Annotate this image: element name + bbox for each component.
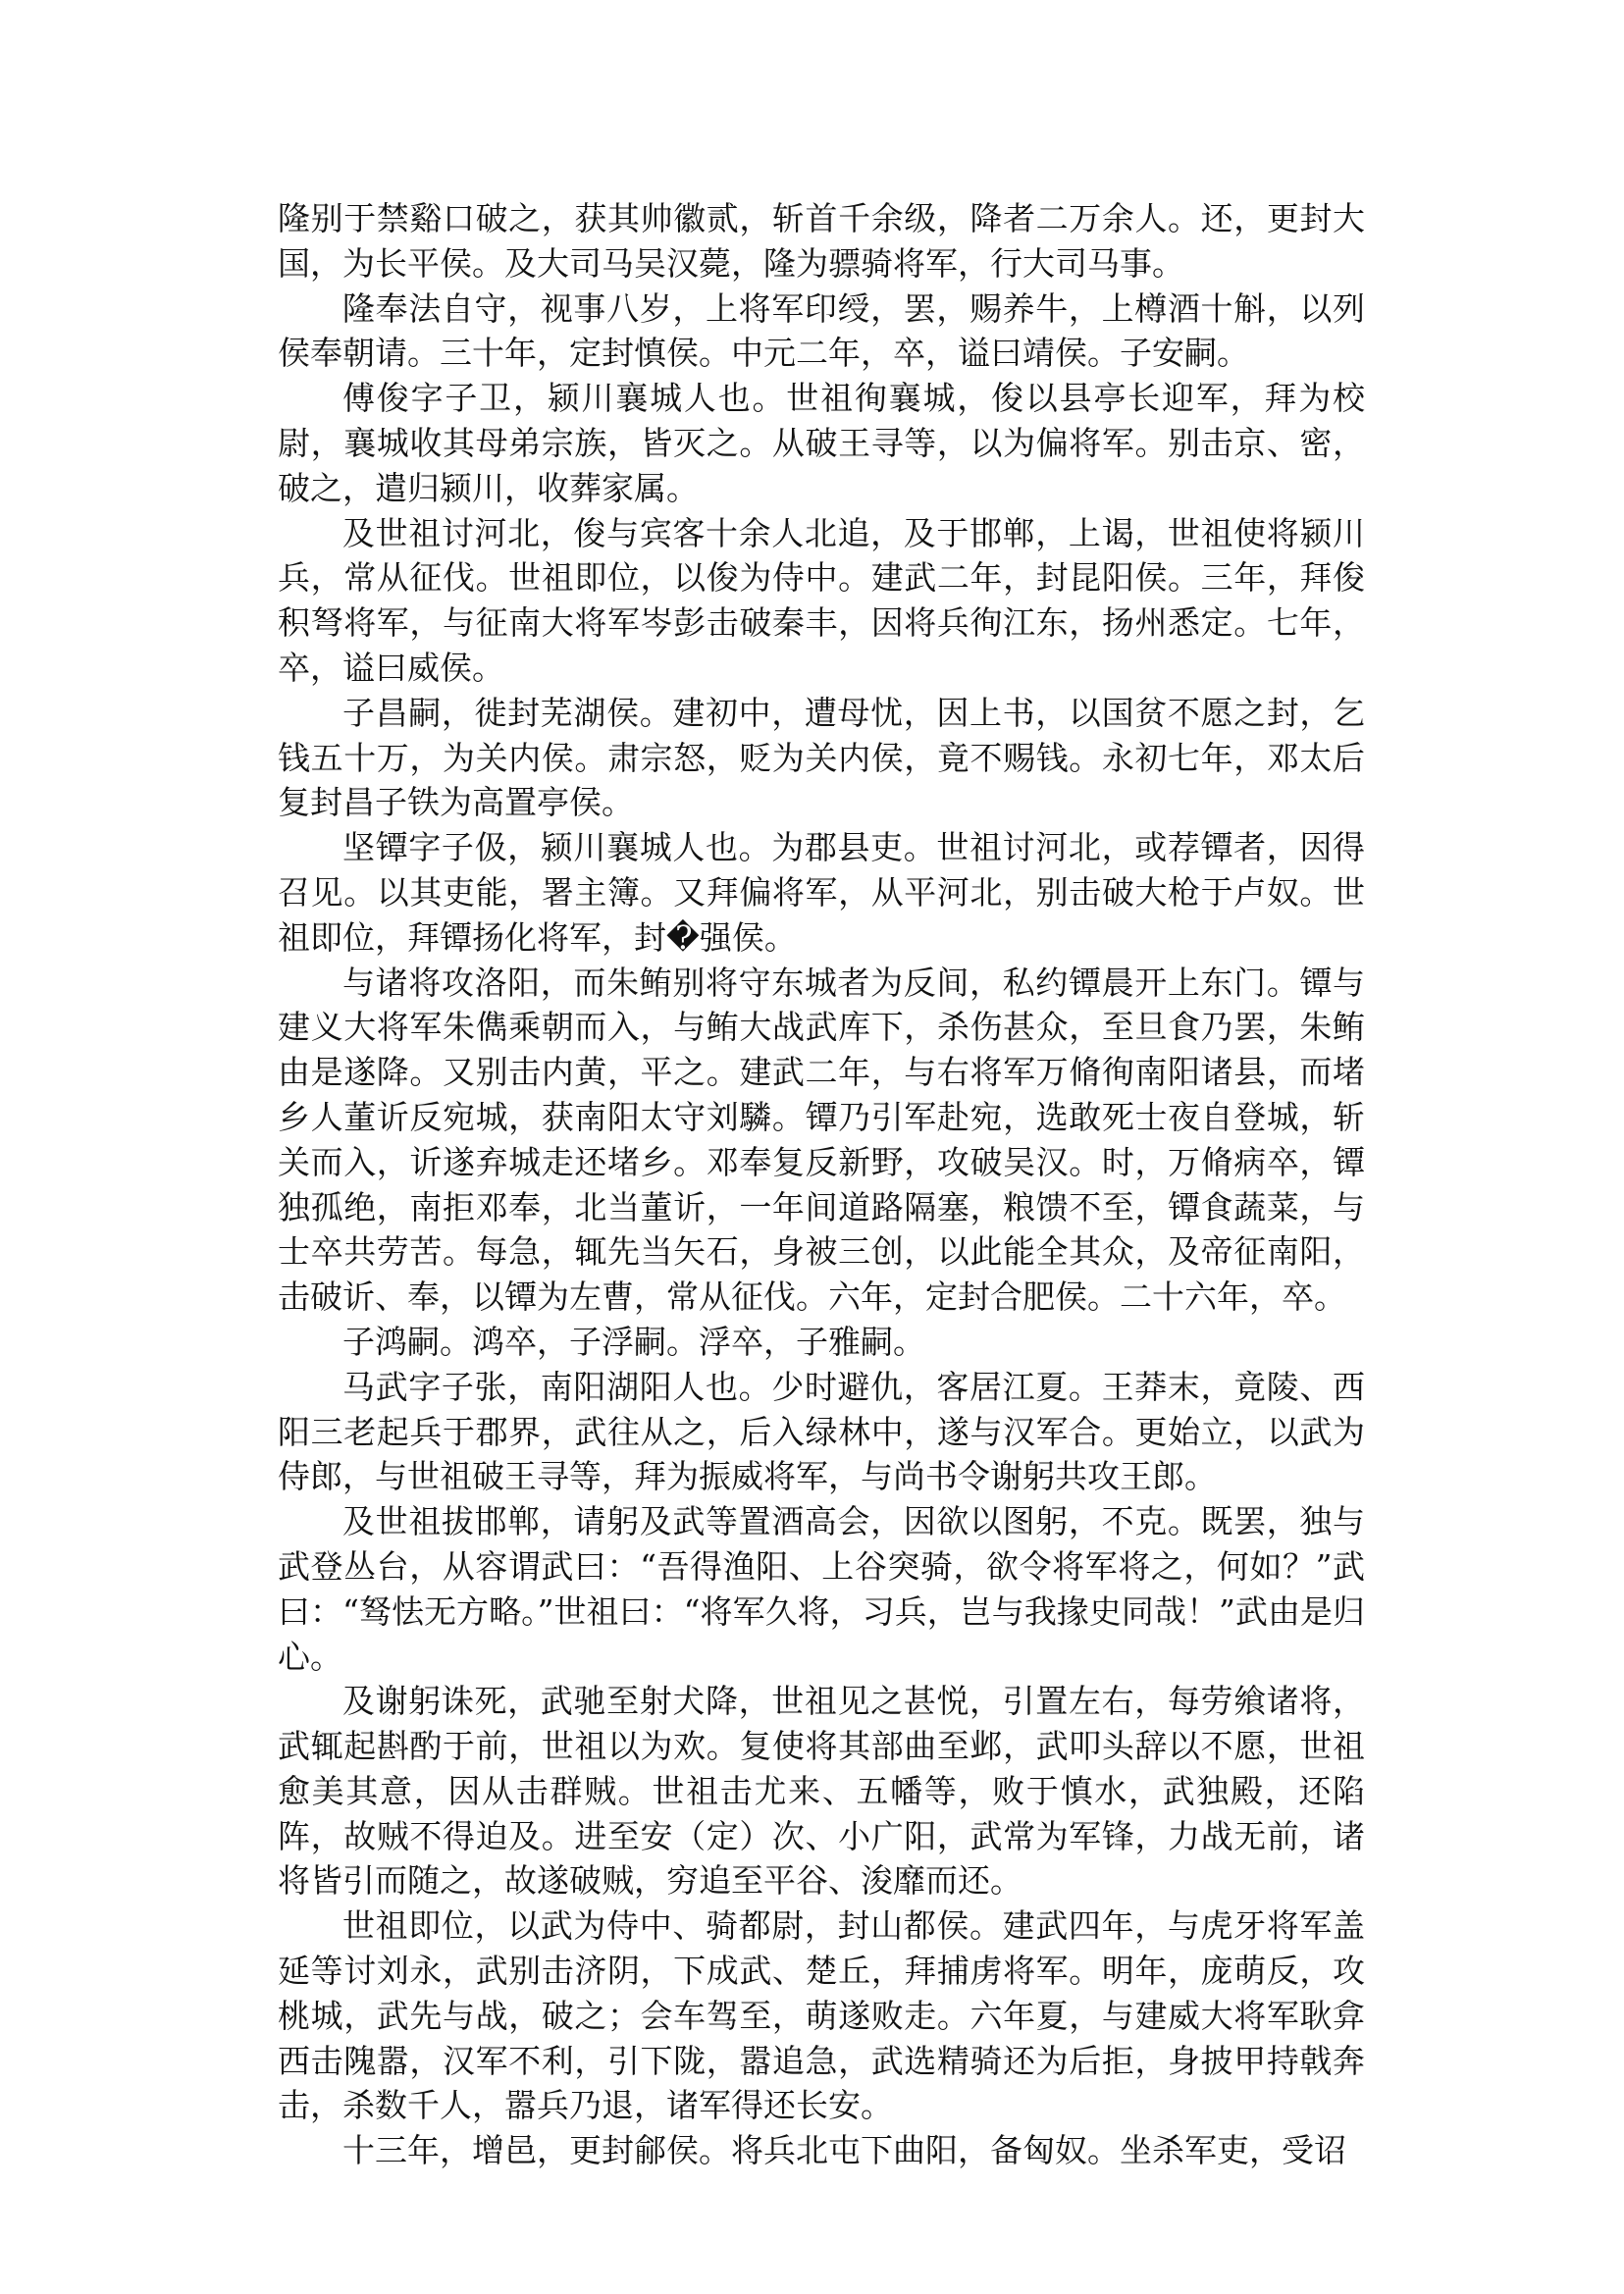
paragraph: 十三年，增邑，更封鄃侯。将兵北屯下曲阳，备匈奴。坐杀军吏，受诏 [342,2131,1346,2170]
body-text [278,196,1365,2173]
paragraph: 隆奉法自守，视事八岁，上将军印绶，罢，赐养牛，上樽酒十斛，以列侯奉朝请。三十年，定封慎侯。中元二年，卒，谥曰靖侯。子安嗣。 [278,288,1365,373]
paragraph: 及世祖讨河北，俊与宾客十余人北追，及于邯郸，上谒，世祖使将颍川兵，常从征伐。世祖即位，以俊为侍中。建武二年，封昆阳侯。三年，拜俊积弩将军，与征南大将军岑彭击破秦丰，因将兵徇江东，扬州悉定。七年，卒，谥曰威侯。 [278,513,1365,687]
paragraph: 及谢躬诛死，武驰至射犬降，世祖见之甚悦，引置左右，每劳飨诸将，武辄起斟酌于前，世祖以为欢。复使将其部曲至邺，武叩头辞以不愿，世祖愈美其意，因从击群贼。世祖击尤来、五幡等，败于慎水，武独殿，还陷阵，故贼不得迫及。进至安（定）次、小广阳，武常为军锋，力战无前，诸将皆引而随之，故遂破贼，穷追至平谷、浚靡而还。 [278,1682,1365,1901]
paragraph: 及世祖拔邯郸，请躬及武等置酒高会，因欲以图躬，不克。既罢，独与武登丛台，从容谓武曰：“吾得渔阳、上谷突骑，欲令将军将之，何如？”武曰：“驽怯无方略。”世祖曰：“将军久将，习兵，岂与我掾史同哉！”武由是归心。 [278,1502,1365,1676]
paragraph: 马武字子张，南阳湖阳人也。少时避仇，客居江夏。王莽末，竟陵、西阳三老起兵于郡界，武往从之，后入绿林中，遂与汉军合。更始立，以武为侍郎，与世祖破王寻等，拜为振威将军，与尚书令谢躬共攻王郎。 [278,1367,1365,1496]
paragraph-continuation: 隆别于禁谿口破之，获其帅徽贰，斩首千余级，降者二万余人。还，更封大国，为长平侯。及大司马吴汉薨，隆为骠骑将军，行大司马事。 [278,199,1365,283]
paragraph: 坚镡字子伋，颍川襄城人也。为郡县吏。世祖讨河北，或荐镡者，因得召见。以其吏能，署主簿。又拜偏将军，从平河北，别击破大枪于卢奴。世祖即位，拜镡扬化将军，封�强侯。 [278,828,1365,957]
paragraph: 与诸将攻洛阳，而朱鲔别将守东城者为反间，私约镡晨开上东门。镡与建义大将军朱儁乘朝而入，与鲔大战武库下，杀伤甚众，至旦食乃罢，朱鲔由是遂降。又别击内黄，平之。建武二年，与右将军万脩徇南阳诸县，而堵乡人董䜣反宛城，获南阳太守刘驎。镡乃引军赴宛，选敢死士夜自登城，斩关而入，䜣遂弃城走还堵乡。邓奉复反新野，攻破吴汉。时，万脩病卒，镡独孤绝，南拒邓奉，北当董䜣，一年间道路隔塞，粮馈不至，镡食蔬菜，与士卒共劳苦。每急，辄先当矢石，身被三创，以此能全其众，及帝征南阳，击破䜣、奉，以镡为左曹，常从征伐。六年，定封合肥侯。二十六年，卒。 [278,963,1365,1317]
paragraph: 傅俊字子卫，颍川襄城人也。世祖徇襄城，俊以县亭长迎军，拜为校尉，襄城收其母弟宗族，皆灭之。从破王寻等，以为偏将军。别击京、密，破之，遣归颍川，收葬家属。 [278,379,1365,507]
paragraph: 子鸿嗣。鸿卒，子浮嗣。浮卒，子雅嗣。 [342,1322,925,1361]
paragraph: 子昌嗣，徙封芜湖侯。建初中，遭母忧，因上书，以国贫不愿之封，乞钱五十万，为关内侯。肃宗怒，贬为关内侯，竟不赐钱。永初七年，邓太后复封昌子铁为高置亭侯。 [278,693,1365,822]
paragraph: 世祖即位，以武为侍中、骑都尉，封山都侯。建武四年，与虎牙将军盖延等讨刘永，武别击济阴，下成武、楚丘，拜捕虏将军。明年，庞萌反，攻桃城，武先与战，破之；会车驾至，萌遂败走。六年夏，与建威大将军耿弇西击隗嚣，汉军不利，引下陇，嚣追急，武选精骑还为后拒，身披甲持戟奔击，杀数千人，嚣兵乃退，诸军得还长安。 [278,1906,1365,2125]
